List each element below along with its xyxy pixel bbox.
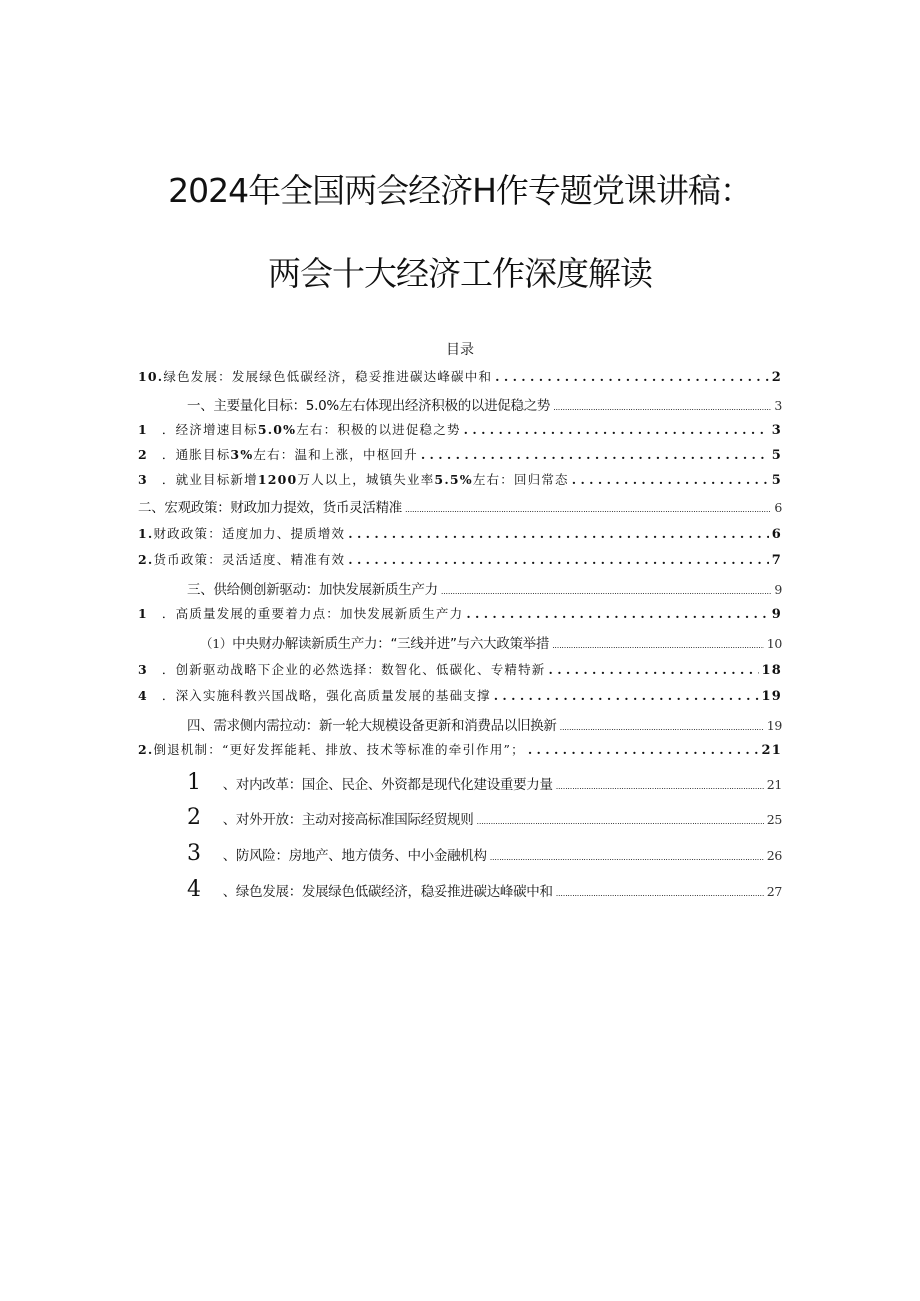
toc-entry-page: 9 [774,582,782,597]
toc-entry-text: 绿色发展：发展绿色低碳经济，稳妥推进碳达峰碳中和 [163,369,493,384]
toc-entry-number: 4 [138,688,148,703]
toc-entry[interactable] [187,394,782,416]
toc-entry-number: 1. [138,526,154,541]
dot-leader [553,398,771,414]
toc-entry-text: 、防风险：房地产、地方债务、中小金融机构 [222,848,487,864]
toc-entry[interactable] [138,550,782,572]
toc-entry[interactable] [138,740,782,762]
dot-leader [549,662,759,677]
toc-entry-number: 3 [187,841,201,866]
dot-leader [466,606,768,621]
toc-entry-text: ．深入实施科教兴国战略，强化高质量发展的基础支撑 [161,688,491,703]
toc-entry[interactable] [138,604,782,626]
dot-leader [495,369,769,384]
toc-entry[interactable] [138,660,782,682]
toc-entry-page: 2 [771,370,782,385]
dot-leader [490,848,764,864]
toc-entry-text: 财政政策：适度加力、提质增效 [153,526,346,541]
toc-entry-text: 货币政策：灵活适度、精准有效 [153,552,346,567]
toc-entry-text: 倒退机制：“更好发挥能耗、排放、技术等标准的牵引作用”； [153,742,525,757]
toc-entry[interactable] [138,445,782,467]
toc-entry-page: 25 [766,812,782,827]
toc-entry-number: 2 [138,447,148,462]
toc-heading: 目录 [446,342,474,358]
toc-entry-page: 19 [761,689,782,704]
toc-entry-page: 10 [766,636,782,651]
toc-entry-number: 2 [187,805,201,830]
toc-entry-text: 中央财办解读新质生产力：“三线并进”与六大政策举措 [232,636,550,652]
toc-entry-text: 供给侧创新驱动：加快发展新质生产力 [213,582,438,598]
dot-leader [348,526,768,541]
toc-entry[interactable] [138,367,782,389]
toc-entry[interactable] [187,714,782,736]
toc-entry[interactable] [187,879,782,901]
toc-entry-number: 2. [138,552,154,567]
toc-entry-page: 3 [771,423,782,438]
toc-entry[interactable] [138,686,782,708]
toc-entry-page: 21 [766,777,782,792]
toc-entry-page: 6 [771,527,782,542]
toc-entry-number: 1 [138,606,148,621]
dot-leader [552,636,764,652]
toc-entry-number: 一、 [187,398,214,414]
toc-entry-text: 、对外开放：主动对接高标准国际经贸规则 [222,812,474,828]
toc-entry[interactable] [200,632,782,654]
dot-leader [348,552,768,567]
dot-leader [477,812,764,828]
toc-entry-page: 7 [771,553,782,568]
dot-leader [556,777,764,793]
toc-entry-text: 主要量化目标：5.0%左右体现出经济积极的以进促稳之势 [213,398,551,414]
toc-entry-number: 3 [138,472,148,487]
toc-entry-page: 6 [774,500,782,515]
dot-leader [556,884,764,900]
toc-entry-text: 、绿色发展：发展绿色低碳经济，稳妥推进碳达峰碳中和 [222,884,553,900]
toc-entry[interactable] [138,420,782,442]
toc-entry-number: 1 [138,422,148,437]
toc-entry-page: 19 [766,718,782,733]
toc-entry-page: 9 [771,607,782,622]
dot-leader [441,582,772,598]
toc-entry-text: ．创新驱动战略下企业的必然选择：数智化、低碳化、专精特新 [161,662,546,677]
toc-entry-number: 4 [187,877,201,902]
toc-entry[interactable] [187,843,782,865]
toc-entry-text: ．通胀目标3%左右：温和上涨，中枢回升 [161,447,418,462]
document-title-line-2: 两会十大经济工作深度解读 [268,254,652,293]
toc-entry-number: 1 [187,770,201,795]
dot-leader [494,688,759,703]
toc-entry-number: 3 [138,662,148,677]
toc-entry-number: （1） [200,636,233,651]
toc-entry-number: 2. [138,742,154,757]
dot-leader [421,447,769,462]
toc-entry-page: 27 [766,884,782,899]
toc-entry[interactable] [187,807,782,829]
toc-entry-text: 宏观政策：财政加力提效，货币灵活精准 [164,500,403,516]
toc-entry-text: 、对内改革：国企、民企、外资都是现代化建设重要力量 [222,777,553,793]
toc-entry[interactable] [138,496,782,518]
toc-entry-page: 18 [761,663,782,678]
toc-entry[interactable] [138,470,782,492]
toc-entry-page: 5 [771,448,782,463]
toc-entry-text: ．经济增速目标5.0%左右：积极的以进促稳之势 [161,422,461,437]
dot-leader [528,742,759,757]
toc-entry[interactable] [187,772,782,794]
toc-entry-number: 三、 [187,582,214,598]
toc-entry-page: 5 [771,473,782,488]
toc-entry[interactable] [187,578,782,600]
toc-entry-text: ．就业目标新增1200万人以上，城镇失业率5.5%左右：回归常态 [161,472,569,487]
dot-leader [560,718,764,734]
toc-entry-text: ．高质量发展的重要着力点：加快发展新质生产力 [161,606,464,621]
toc-entry-number: 10. [138,369,164,384]
toc-entry-page: 26 [766,848,782,863]
dot-leader [572,472,769,487]
toc-entry-page: 3 [774,398,782,413]
document-title-line-1: 2024年全国两会经济H作专题党课讲稿： [168,171,752,210]
toc-entry-text: 需求侧内需拉动：新一轮大规模设备更新和消费品以旧换新 [213,718,557,734]
toc-entry[interactable] [138,524,782,546]
dot-leader [405,500,771,516]
dot-leader [464,422,769,437]
toc-entry-number: 四、 [187,718,214,734]
toc-entry-page: 21 [761,743,782,758]
toc-entry-number: 二、 [138,500,165,516]
